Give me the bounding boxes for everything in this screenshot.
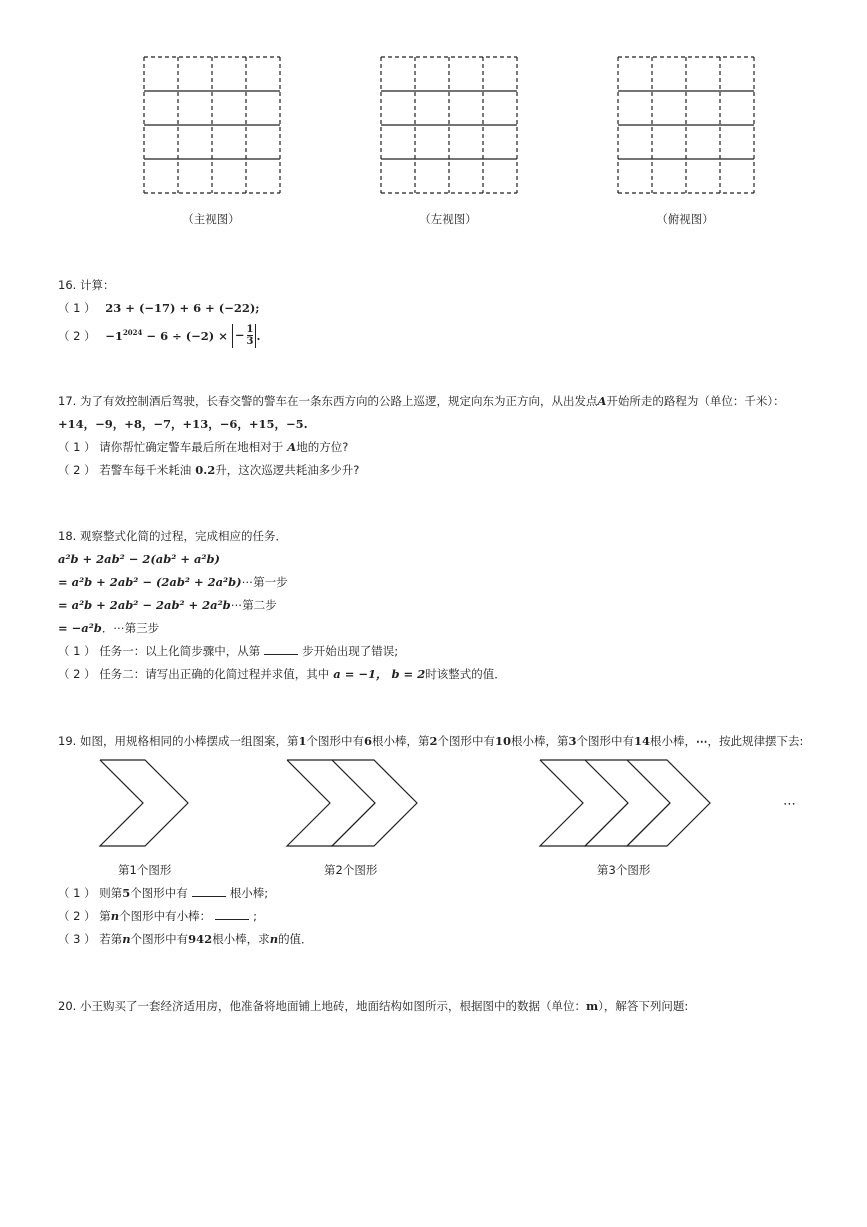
q17-part2: （ 2 ） 若警车每千米耗油 0.2升，这次巡逻共耗油多少升? [58, 463, 360, 477]
left-view-caption: （左视图） [419, 212, 477, 226]
q16-title: 16. 计算： [58, 278, 115, 292]
fig1-chevron-1 [100, 760, 188, 846]
top-view-caption: （俯视图） [656, 212, 714, 226]
q19-answer1-blank[interactable] [192, 886, 226, 897]
left-view-grid [381, 57, 517, 193]
q19-fig3-caption: 第3个图形 [597, 863, 651, 877]
q17-part1: （ 1 ） 请你帮忙确定警车最后所在地相对于 A地的方位? [58, 440, 349, 454]
q18-part1: （ 1 ） 任务一：以上化简步骤中，从第 步开始出现了错误; [58, 644, 399, 658]
q19-stem: 19. 如图，用规格相同的小棒摆成一组图案，第1个图形中有6根小棒，第2个图形中有10根小棒，第3个图形中有14根小棒，⋯，按此规律摆下去: [58, 734, 804, 748]
q16-expr1: 23 + (−17) + 6 + (−22); [105, 301, 260, 315]
view-grids [0, 0, 867, 200]
q17-stem: 17. 为了有效控制酒后驾驶，长春交警的警车在一条东西方向的公路上巡逻，规定向东为正方向，从出发点A开始所走的路程为（单位：千米）： [58, 394, 785, 408]
q19-answer2-blank[interactable] [215, 909, 249, 920]
front-view-caption: （主视图） [182, 212, 240, 226]
q19-part1: （ 1 ） 则第5个图形中有 根小棒; [58, 886, 269, 900]
q19-fig2-caption: 第2个图形 [324, 863, 378, 877]
q18-line1: a²b + 2ab² − 2(ab² + a²b) [58, 552, 220, 566]
q16-part2: （ 2 ） $-1^{2024} - 6 \div (-2)$ × − $\frac{1}{3}$ . [58, 324, 261, 348]
q18-part2: （ 2 ） 任务二：请写出正确的化简过程并求值，其中 a = −1， b = 2时该整式的值． [58, 667, 506, 681]
q18-line4: = −a²b．⋯第三步 [58, 621, 160, 635]
q19-part2: （ 2 ） 第n个图形中有小棒： ; [58, 909, 258, 923]
q18-title: 18. 观察整式化简的过程，完成相应的任务． [58, 529, 287, 543]
q17-data: +14，−9，+8，−7，+13，−6，+15，−5. [58, 417, 308, 431]
q18-line3: = a²b + 2ab² − 2ab² + 2a²b⋯第二步 [58, 598, 277, 612]
q19-chevron-figures [0, 755, 867, 855]
q19-ellipsis: ⋯ [783, 797, 796, 812]
q19-part3: （ 3 ） 若第n个图形中有942根小棒，求n的值． [58, 932, 313, 946]
top-view-grid [618, 57, 754, 193]
q18-answer-blank[interactable] [264, 644, 298, 655]
q19-fig1-caption: 第1个图形 [118, 863, 172, 877]
q18-line2: = a²b + 2ab² − (2ab² + 2a²b)⋯第一步 [58, 575, 288, 589]
q16-part1: （ 1 ） 23 + (−17) + 6 + (−22); [58, 301, 260, 315]
fig3-chevron-1 [540, 760, 628, 846]
front-view-grid [144, 57, 280, 193]
q20-stem: 20. 小王购买了一套经济适用房，他准备将地面铺上地砖，地面结构如图所示，根据图中的数据（单位：m），解答下列问题: [58, 999, 689, 1013]
fig2-chevron-1 [287, 760, 375, 846]
